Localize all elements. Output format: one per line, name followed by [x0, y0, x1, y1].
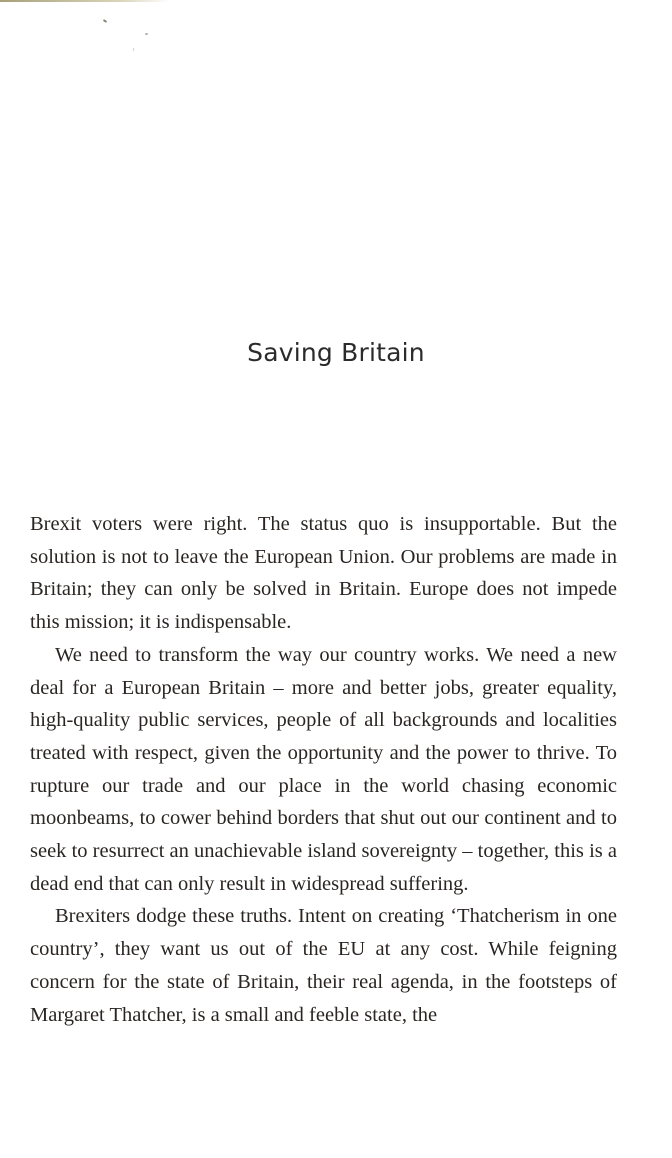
scan-speck [133, 48, 134, 51]
paragraph-2: We need to transform the way our country works. We need a new deal for a European Britain – more and better jobs, greater equality, high-quality public services, people of all backgrounds and localities treated with respect, given the opportunity and the power to thrive. To rupture our trade and our place in the world chasing economic moonbeams, to cower behind borders that shut out our continent and to seek to resurrect an unachievable island sovereignty – together, this is a dead end that can only result in widespread suffering. [30, 643, 617, 895]
paragraph-3: Brexiters dodge these truths. Intent on creating ‘Thatcherism in one country’, they want us out of the EU at any cost. While feigning concern for the state of Britain, their real agenda, in the footsteps of Margaret Thatcher, is a small and feeble state, the [30, 905, 617, 1026]
scan-edge-artifact [0, 0, 170, 2]
body-text [30, 508, 617, 1031]
chapter-title: Saving Britain [247, 338, 425, 367]
paragraph-1: Brexit voters were right. The status quo is insupportable. But the solution is not to leave the European Union. Our problems are made in Britain; they can only be solved in Britain. Europe does not impede this mission; it is indispensable. [30, 513, 617, 634]
scan-speck [103, 19, 107, 23]
scan-speck [145, 33, 148, 35]
